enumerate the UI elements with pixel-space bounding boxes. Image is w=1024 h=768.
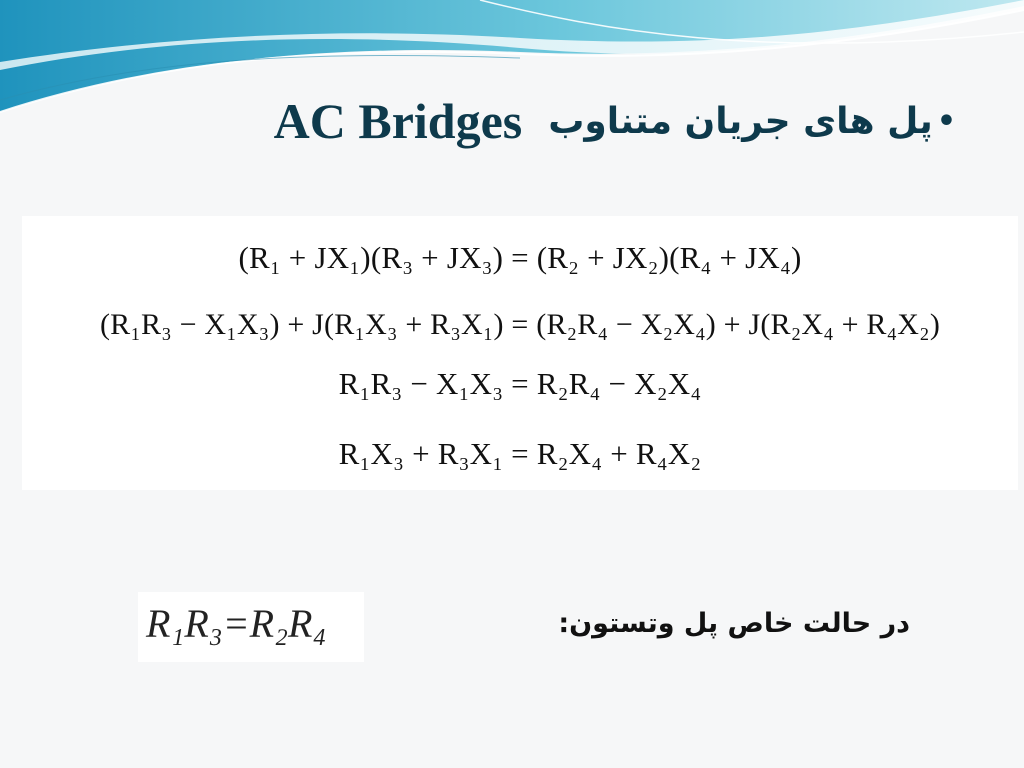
wheatstone-equation-box [138,592,364,662]
equations-panel [22,216,1018,490]
slide-title [196,86,956,156]
title-english: AC Bridges [273,93,523,149]
equation-imaginary-part: R₁X₃ + R₃X₁ = R₂X₄ + R₄X₂ [338,436,702,471]
bullet-icon: • [936,103,956,139]
special-case-label: در حالت خاص پل وتستون: [558,608,910,639]
wheatstone-equation: R₁R₃=R₂R₄ [146,601,327,646]
equation-complex-product: (R₁ + JX₁)(R₃ + JX₃) = (R₂ + JX₂)(R₄ + JX₄) [238,240,802,275]
equation-real-part: R₁R₃ − X₁X₃ = R₂R₄ − X₂X₄ [338,366,702,401]
title-persian: پل های جریان متناوب [548,100,933,142]
equation-expanded: (R₁R₃ − X₁X₃) + J(R₁X₃ + R₃X₁) = (R₂R₄ − X₂X₄) + J(R₂X₄ + R₄X₂) [99,308,941,341]
